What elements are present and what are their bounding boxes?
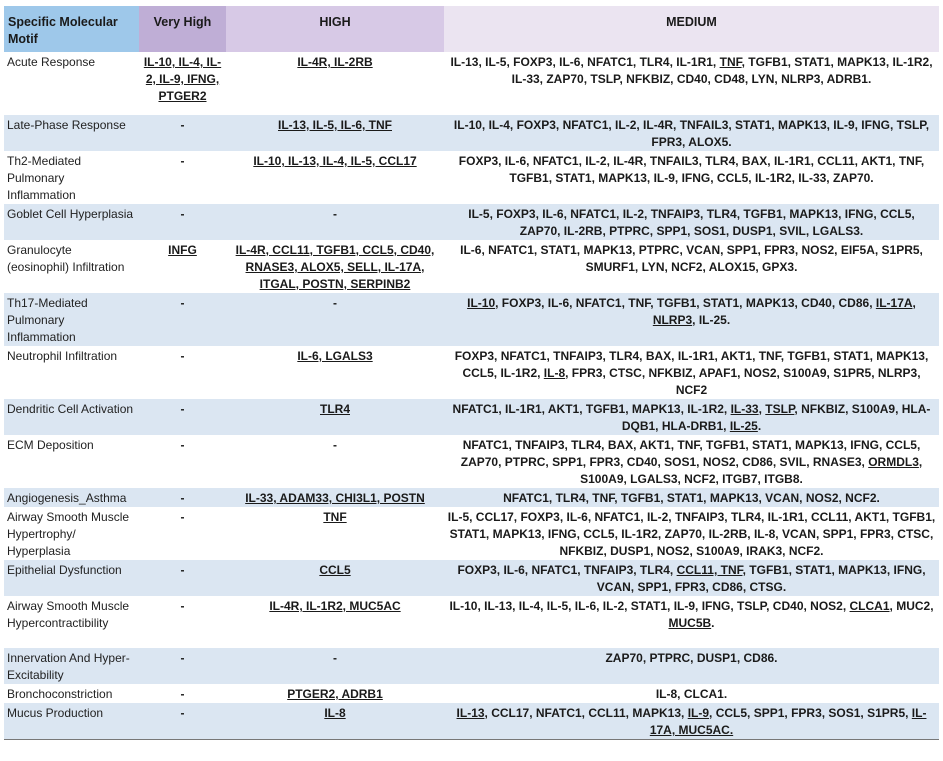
gene-text: - [180, 687, 185, 701]
gene-text: IL-8, CLCA1. [655, 687, 728, 701]
gene-text: - [180, 563, 185, 577]
underlined-gene-text: IL-10, IL-13, IL-4, IL-5, CCL17 [253, 154, 417, 168]
gene-text: , FOXP3, IL-6, NFATC1, TNF, TGFB1, STAT1, MAPK13, CD40, CD86, [495, 296, 876, 310]
very-high-cell [139, 346, 226, 399]
motif-cell: ECM Deposition [7, 438, 94, 452]
header-medium: MEDIUM [444, 6, 939, 52]
motif-cell: Neutrophil Infiltration [7, 349, 118, 363]
motif-cell: Innervation And Hyper-Excitability [4, 648, 139, 684]
gene-text: - [180, 154, 185, 168]
underlined-gene-text: IL-13, IL-5, IL-6, TNF [277, 118, 392, 132]
underlined-gene-text: IL-17A, NLRP3 [652, 296, 916, 327]
table-row [4, 507, 939, 560]
motif-cell: Dendritic Cell Activation [4, 399, 139, 435]
underlined-gene-text: IL-6, LGALS3 [297, 349, 373, 363]
gene-text: , NFKBIZ, S100A9, HLA-DQB1, HLA-DRB1, [621, 402, 931, 433]
table-row [4, 560, 939, 596]
very-high-cell [139, 52, 226, 115]
table-row [4, 596, 939, 648]
gene-text: IL-10, IL-4, FOXP3, NFATC1, IL-2, IL-4R, TNFAIL3, STAT1, MAPK13, IL-9, IFNG, TSLP, FPR3, ALOX5. [453, 118, 930, 149]
motif-cell: Goblet Cell Hyperplasia [4, 204, 139, 240]
underlined-gene-text: TLR4 [320, 402, 350, 416]
underlined-gene-text: MUC5B [668, 616, 712, 630]
gene-text: , TGFB1, STAT1, MAPK13, IL-1R2, IL-33, ZAP70, TSLP, NFKBIZ, CD40, CD48, LYN, NLRP3, ADRB1. [511, 55, 933, 86]
underlined-gene-text: IL-4R, CCL11, TGFB1, CCL5, CD40, RNASE3, ALOX5, SELL, IL-17A, ITGAL, POSTN, SERPINB2 [235, 243, 435, 291]
high-cell [226, 399, 444, 435]
gene-text: . [711, 616, 715, 630]
underlined-gene-text: IL-9 [687, 706, 710, 720]
gene-text: ZAP70, PTPRC, DUSP1, CD86. [605, 651, 778, 665]
underlined-gene-text: TSLP [765, 402, 795, 416]
gene-text: - [333, 207, 337, 221]
table-row [4, 240, 939, 293]
gene-text: NFATC1, TLR4, TNF, TGFB1, STAT1, MAPK13, VCAN, NOS2, NCF2. [503, 491, 880, 505]
table-body [4, 52, 939, 740]
very-high-cell [139, 399, 226, 435]
motif-cell: Epithelial Dysfunction [4, 560, 139, 596]
high-cell [226, 648, 444, 684]
table-row [4, 346, 939, 399]
high-cell [226, 488, 444, 507]
high-cell [226, 560, 444, 596]
header-specific-molecular-motif: Specific Molecular Motif [4, 6, 139, 52]
very-high-cell [139, 204, 226, 240]
table-container [4, 6, 939, 740]
gene-text: - [333, 438, 337, 452]
gene-text: FOXP3, IL-6, NFATC1, IL-2, IL-4R, TNFAIL3, TLR4, BAX, IL-1R1, CCL11, AKT1, TNF, TGFB1, STAT1, MAPK13, IL-9, IFNG, CCL5, IL-1R2, IL-33, ZAP70. [458, 154, 925, 185]
medium-cell [444, 703, 939, 740]
underlined-gene-text: IL-4R, IL-2RB [297, 55, 373, 69]
gene-text: , CCL5, SPP1, FPR3, SOS1, S1PR5, [709, 706, 912, 720]
high-cell [226, 435, 444, 488]
gene-text: , IL-25. [692, 313, 731, 327]
medium-cell [444, 115, 939, 151]
gene-text: . [757, 419, 762, 433]
gene-text: - [180, 296, 185, 310]
underlined-gene-text: CLCA1 [849, 599, 890, 613]
underlined-gene-text: CCL5 [319, 563, 351, 577]
gene-text: - [180, 207, 185, 221]
very-high-cell [139, 435, 226, 488]
table-row [4, 435, 939, 488]
table-row [4, 52, 939, 115]
motif-cell: Late-Phase Response [4, 115, 139, 151]
gene-text: TGFB1, STAT1, MAPK13, IFNG, VCAN, SPP1, FPR3, CD86, CTSG. [596, 563, 926, 594]
underlined-gene-text: IL-33 [730, 402, 759, 416]
underlined-gene-text: INFG [168, 243, 197, 257]
gene-text: , [758, 402, 766, 416]
motif-cell: Mucus Production [4, 703, 139, 740]
motif-cell: Angiogenesis_Asthma [4, 488, 139, 507]
medium-cell [444, 204, 939, 240]
underlined-gene-text: IL-25 [729, 419, 758, 433]
underlined-gene-text: IL-10, IL-4, IL-2, IL-9, IFNG, PTGER2 [143, 55, 222, 103]
motif-cell: Th17-Mediated Pulmonary Inflammation [4, 293, 139, 346]
high-cell [226, 596, 444, 648]
very-high-cell [139, 293, 226, 346]
high-cell [226, 684, 444, 703]
gene-text: NFATC1, TNFAIP3, TLR4, BAX, AKT1, TNF, TGFB1, STAT1, MAPK13, IFNG, CCL5, ZAP70, PTPRC, SPP1, FPR3, CD40, SOS1, NOS2, CD86, SVIL, RNASE3, [460, 438, 921, 469]
gene-text: - [333, 296, 337, 310]
underlined-gene-text: TNF [323, 510, 347, 524]
underlined-gene-text: IL-4R, IL-1R2, MUC5AC [269, 599, 401, 613]
high-cell [226, 52, 444, 115]
gene-text: , FPR3, CTSC, NFKBIZ, APAF1, NOS2, S100A9, S1PR5, NLRP3, NCF2 [565, 366, 921, 397]
table-row [4, 488, 939, 507]
gene-text: IL-5, FOXP3, IL-6, NFATC1, IL-2, TNFAIP3, TLR4, TGFB1, MAPK13, IFNG, CCL5, ZAP70, IL-2RB, PTPRC, SPP1, SOS1, DUSP1, SVIL, LGALS3. [468, 207, 915, 238]
very-high-cell [139, 115, 226, 151]
motif-cell: Th2-Mediated Pulmonary Inflammation [7, 154, 82, 202]
high-cell [226, 151, 444, 204]
medium-cell [444, 435, 939, 488]
medium-cell [444, 507, 939, 560]
table-row [4, 293, 939, 346]
motif-cell: Bronchoconstriction [7, 687, 113, 701]
gene-text: - [180, 491, 185, 505]
table-row [4, 684, 939, 703]
motif-cell: Granulocyte (eosinophil) Infiltration [7, 243, 125, 274]
gene-text: FOXP3, IL-6, NFATC1, TNFAIP3, TLR4, [457, 563, 677, 577]
underlined-gene-text: PTGER2, ADRB1 [287, 687, 383, 701]
gene-text: - [333, 651, 337, 665]
underlined-gene-text: IL-10 [467, 296, 496, 310]
gene-text: IL-13, IL-5, FOXP3, IL-6, NFATC1, TLR4, IL-1R1, [450, 55, 720, 69]
very-high-cell [139, 648, 226, 684]
very-high-cell [139, 596, 226, 648]
medium-cell [444, 560, 939, 596]
gene-text: - [180, 438, 185, 452]
table-row [4, 648, 939, 684]
high-cell [226, 507, 444, 560]
table-row [4, 399, 939, 435]
underlined-gene-text: ORMDL3 [868, 455, 919, 469]
very-high-cell [139, 560, 226, 596]
very-high-cell [139, 507, 226, 560]
molecular-motif-table [4, 6, 939, 740]
high-cell [226, 703, 444, 740]
high-cell [226, 204, 444, 240]
gene-text: , MUC2, [889, 599, 934, 613]
high-cell [226, 346, 444, 399]
gene-text: - [180, 349, 185, 363]
high-cell [226, 115, 444, 151]
header-high: HIGH [226, 6, 444, 52]
motif-cell: Airway Smooth Muscle Hypertrophy/ Hyperplasia [7, 510, 130, 558]
underlined-gene-text: IL-17A, MUC5AC. [649, 706, 927, 737]
gene-text: IL-6, NFATC1, STAT1, MAPK13, PTPRC, VCAN, SPP1, FPR3, NOS2, EIF5A, S1PR5, SMURF1, LYN, NCF2, ALOX15, GPX3. [460, 243, 923, 274]
medium-cell [444, 648, 939, 684]
gene-text: IL-10, IL-13, IL-4, IL-5, IL-6, IL-2, STAT1, IL-9, IFNG, TSLP, CD40, NOS2, [449, 599, 850, 613]
underlined-gene-text: TNF [719, 55, 742, 69]
gene-text: - [180, 402, 185, 416]
motif-cell: Acute Response [7, 55, 96, 69]
medium-cell [444, 596, 939, 648]
very-high-cell [139, 240, 226, 293]
gene-text: , S100A9, LGALS3, NCF2, ITGB7, ITGB8. [580, 455, 923, 486]
underlined-gene-text: IL-8 [543, 366, 566, 380]
gene-text: CCL17, NFATC1, CCL11, MAPK13, [487, 706, 688, 720]
underlined-gene-text: IL-8 [324, 706, 346, 720]
table-header-row [4, 6, 939, 52]
table-row [4, 151, 939, 204]
medium-cell [444, 399, 939, 435]
very-high-cell [139, 684, 226, 703]
gene-text: IL-5, CCL17, FOXP3, IL-6, NFATC1, IL-2, TNFAIP3, TLR4, IL-1R1, CCL11, AKT1, TGFB1, STAT1, MAPK13, IFNG, CCL5, IL-1R2, ZAP70, IL-2RB, IL-8, VCAN, SPP1, FPR3, CTSC, NFKBIZ, DUSP1, NOS2, S100A9, IRAK3, NCF2. [447, 510, 936, 558]
gene-text: - [180, 510, 185, 524]
gene-text: - [180, 706, 185, 720]
medium-cell [444, 52, 939, 115]
header-very-high: Very High [139, 6, 226, 52]
gene-text: FOXP3, NFATC1, TNFAIP3, TLR4, BAX, IL-1R1, AKT1, TNF, TGFB1, STAT1, MAPK13, CCL5, IL-1R2, [454, 349, 929, 380]
underlined-gene-text: IL-33, ADAM33, CHI3L1, POSTN [245, 491, 425, 505]
medium-cell [444, 684, 939, 703]
very-high-cell [139, 151, 226, 204]
gene-text: - [180, 599, 185, 613]
high-cell [226, 240, 444, 293]
table-row [4, 115, 939, 151]
gene-text: NFATC1, IL-1R1, AKT1, TGFB1, MAPK13, IL-1R2, [452, 402, 731, 416]
gene-text: - [180, 118, 185, 132]
gene-text: - [180, 651, 185, 665]
high-cell [226, 293, 444, 346]
very-high-cell [139, 488, 226, 507]
medium-cell [444, 293, 939, 346]
medium-cell [444, 346, 939, 399]
medium-cell [444, 240, 939, 293]
table-row [4, 703, 939, 740]
underlined-gene-text: CCL11, TNF, [676, 563, 746, 577]
table-row [4, 204, 939, 240]
medium-cell [444, 488, 939, 507]
very-high-cell [139, 703, 226, 740]
underlined-gene-text: IL-13, [456, 706, 488, 720]
medium-cell [444, 151, 939, 204]
motif-cell: Airway Smooth Muscle Hypercontractibility [7, 599, 130, 630]
